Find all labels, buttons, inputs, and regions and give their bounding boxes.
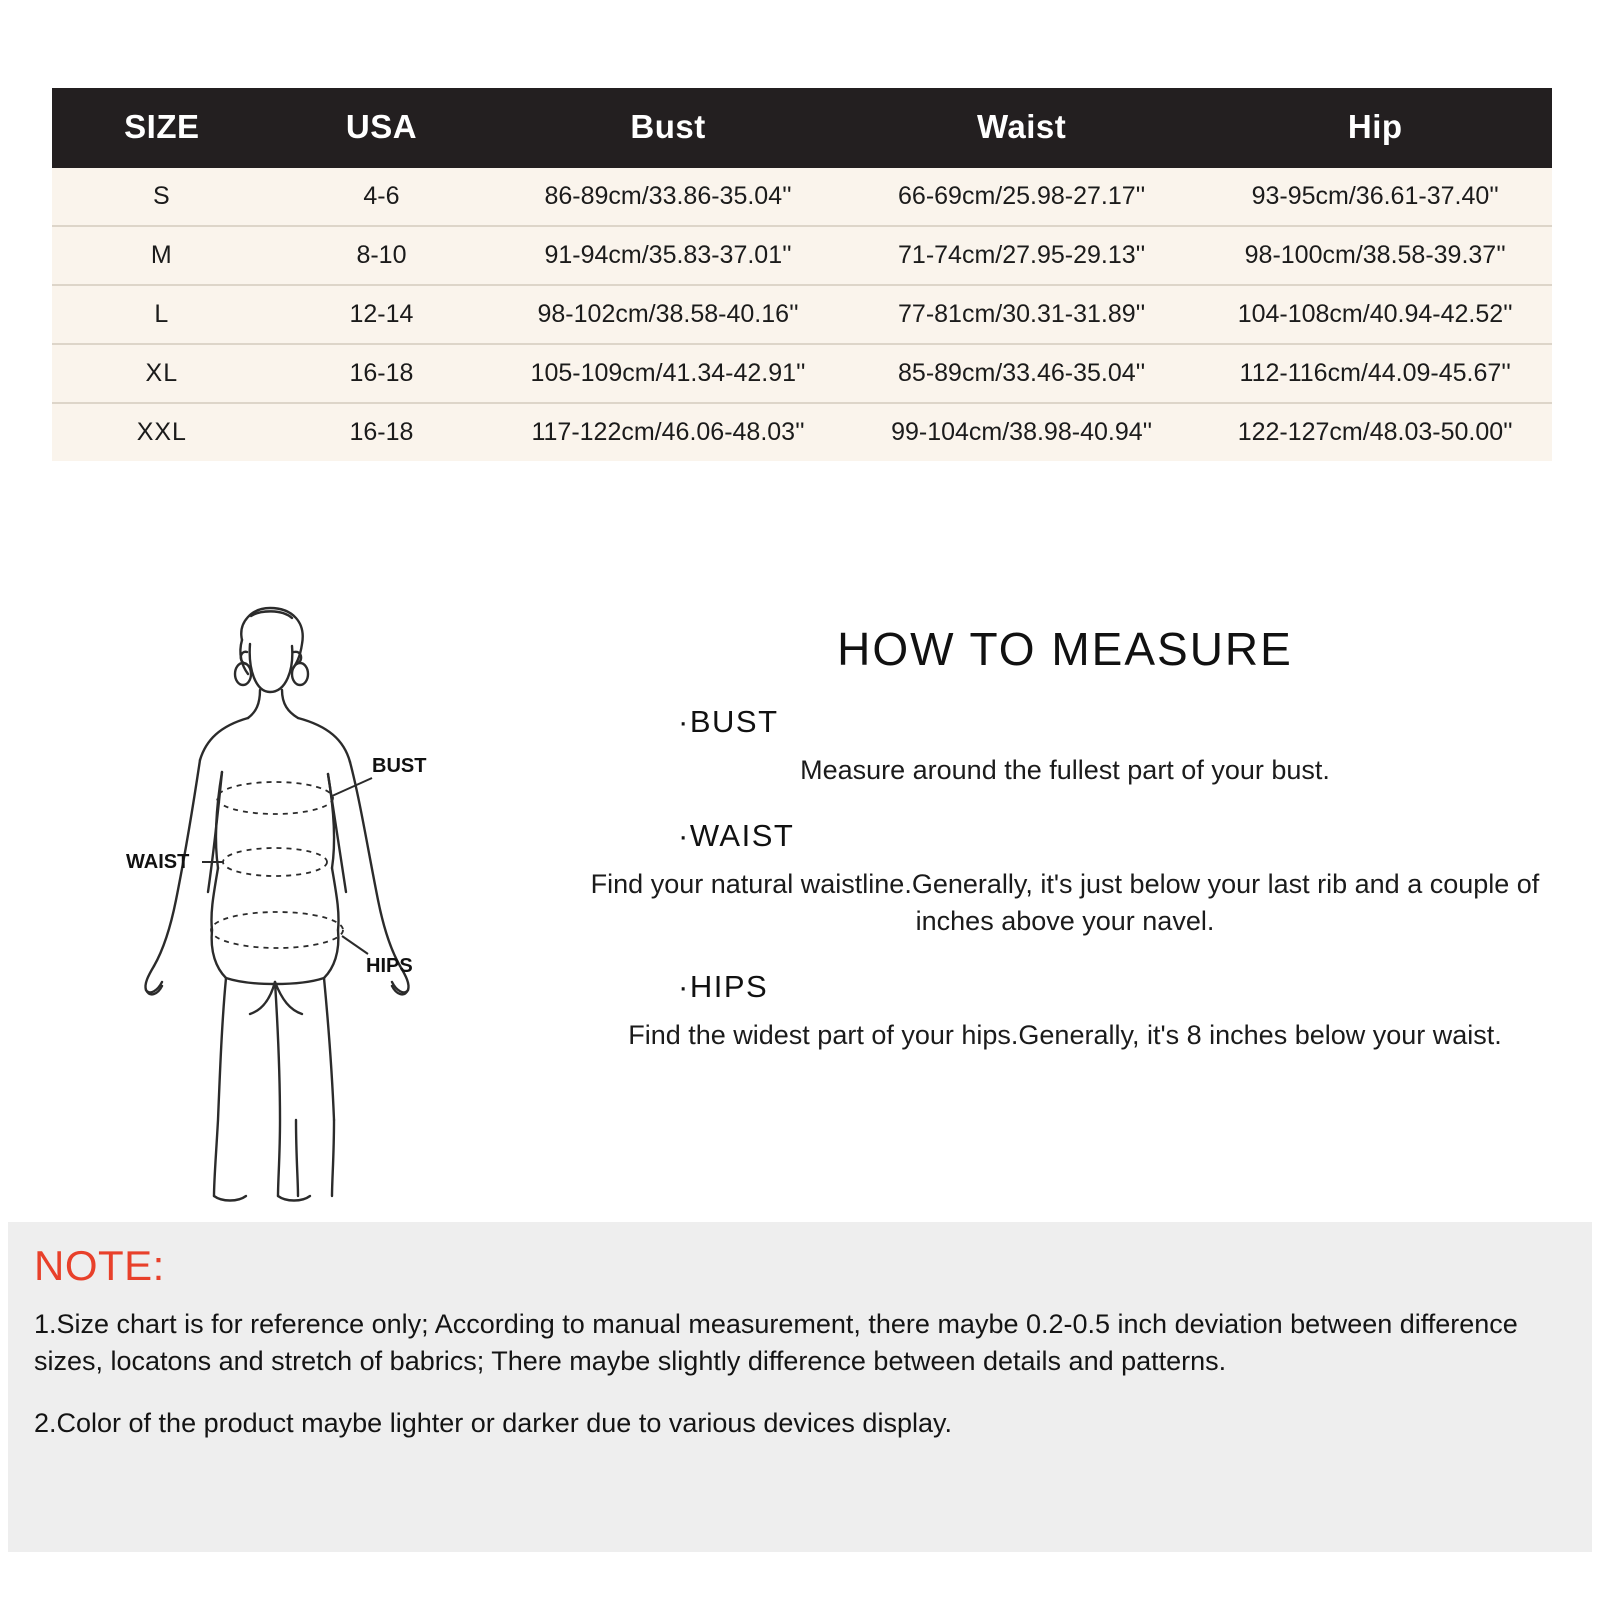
waist-measure-line (223, 848, 327, 876)
measure-heading-bust: ·BUST (678, 704, 779, 739)
table-row (52, 403, 1552, 461)
how-to-measure-title: HOW TO MEASURE (837, 623, 1293, 675)
table-header-row (52, 88, 1552, 168)
size-chart-table (52, 88, 1552, 461)
cell-waist: 66-69cm/25.98-27.17'' (845, 168, 1199, 226)
cell-bust: 117-122cm/46.06-48.03'' (531, 418, 805, 446)
female-body-figure-icon (110, 600, 530, 1210)
cell-usa: 12-14 (272, 285, 492, 344)
bust-measure-line (217, 782, 333, 814)
cell-usa: 16-18 (272, 344, 492, 403)
cell-size: XXL (136, 418, 187, 446)
column-header-size: SIZE (52, 88, 272, 168)
cell-usa: 16-18 (349, 418, 414, 446)
cell-size: L (52, 285, 272, 344)
cell-waist: 71-74cm/27.95-29.13'' (845, 226, 1199, 285)
note-item-2: 2.Color of the product maybe lighter or darker due to various devices display. (34, 1408, 952, 1439)
measure-heading-hips: ·HIPS (678, 969, 769, 1005)
cell-size: M (52, 226, 272, 285)
hips-measure-line (211, 912, 343, 948)
table-row (52, 168, 1552, 226)
waist-label: WAIST (126, 851, 190, 873)
table-row (52, 344, 1552, 403)
table-header (52, 88, 1552, 168)
cell-bust: 86-89cm/33.86-35.04'' (491, 168, 845, 226)
cell-waist: 77-81cm/30.31-31.89'' (845, 285, 1199, 344)
cell-hip: 122-127cm/48.03-50.00'' (1237, 418, 1513, 446)
cell-size: XL (52, 344, 272, 403)
table-row (52, 285, 1552, 344)
cell-hip: 93-95cm/36.61-37.40'' (1198, 168, 1552, 226)
column-header-usa: USA (272, 88, 492, 168)
column-header-waist: Waist (845, 88, 1199, 168)
column-header-hip: Hip (1198, 88, 1552, 168)
cell-usa: 8-10 (272, 226, 492, 285)
cell-hip: 104-108cm/40.94-42.52'' (1198, 285, 1552, 344)
measure-heading-waist: ·WAIST (678, 818, 795, 854)
cell-usa: 4-6 (272, 168, 492, 226)
column-header-bust: Bust (491, 88, 845, 168)
cell-hip: 98-100cm/38.58-39.37'' (1198, 226, 1552, 285)
cell-bust: 105-109cm/41.34-42.91'' (491, 344, 845, 403)
cell-size: S (52, 168, 272, 226)
size-chart-table-container (52, 88, 1552, 461)
bust-label: BUST (372, 755, 427, 777)
cell-waist: 85-89cm/33.46-35.04'' (845, 344, 1199, 403)
cell-hip: 112-116cm/44.09-45.67'' (1198, 344, 1552, 403)
measure-body-bust: Measure around the fullest part of your bust. (800, 755, 1330, 785)
table-row (52, 226, 1552, 285)
note-section (8, 1222, 1592, 1552)
note-title: NOTE: (34, 1242, 165, 1289)
hips-label: HIPS (366, 955, 413, 977)
how-to-measure-section (0, 600, 1600, 1220)
cell-waist: 99-104cm/38.98-40.94'' (891, 418, 1153, 446)
measure-body-waist: Find your natural waistline.Generally, it's just below your last rib and a couple of inches above your navel. (590, 869, 1540, 936)
table-body (52, 168, 1552, 461)
cell-bust: 91-94cm/35.83-37.01'' (491, 226, 845, 285)
measure-body-hips: Find the widest part of your hips.Generally, it's 8 inches below your waist. (628, 1020, 1502, 1051)
how-to-measure-text (560, 610, 1570, 1084)
cell-bust: 98-102cm/38.58-40.16'' (491, 285, 845, 344)
body-measurement-illustration (110, 600, 530, 1210)
note-item-1: 1.Size chart is for reference only; According to manual measurement, there maybe 0.2-0.5 inch deviation between difference sizes, locatons and stretch of babrics; There maybe slightly difference between details and patterns. (34, 1309, 1518, 1376)
